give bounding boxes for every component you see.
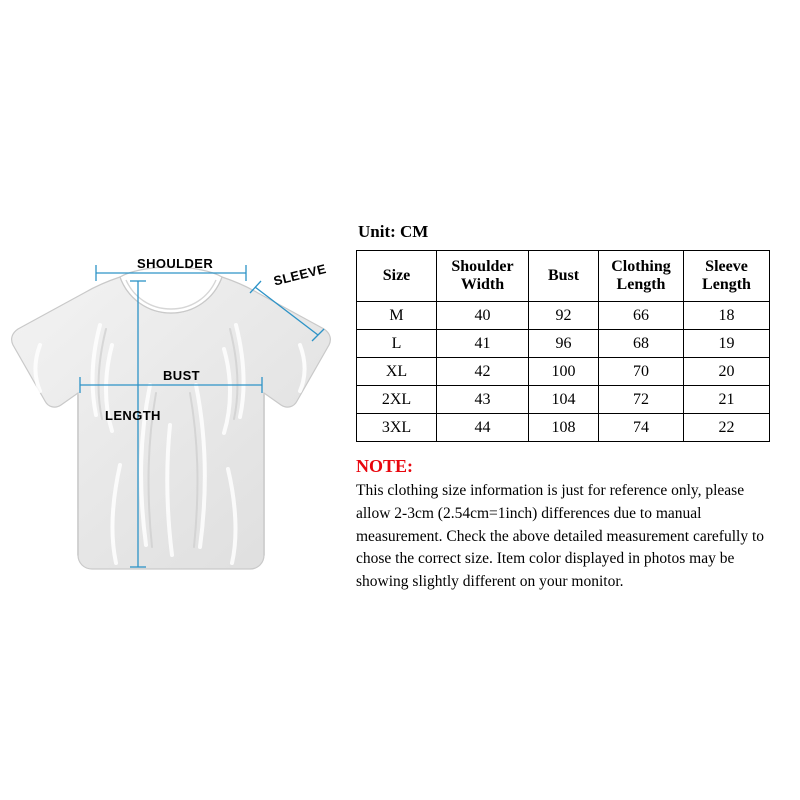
cell-shoulder: 41: [437, 330, 529, 358]
cell-sleeve-length: 19: [684, 330, 770, 358]
cell-shoulder: 44: [437, 414, 529, 442]
table-row: [357, 330, 770, 358]
cell-size: XL: [357, 358, 437, 386]
header-sleeve-line2: Length: [702, 276, 751, 293]
table-row: [357, 358, 770, 386]
size-chart-table: [356, 250, 770, 442]
table-row: [357, 414, 770, 442]
header-bust: [529, 251, 599, 302]
unit-title: Unit: CM: [358, 222, 429, 241]
header-clothing-line2: Length: [616, 276, 666, 293]
cell-clothing-length: 68: [599, 330, 684, 358]
cell-size: L: [357, 330, 437, 358]
header-clothing-length: [599, 251, 684, 302]
cell-shoulder: 42: [437, 358, 529, 386]
header-shoulder-line2: Width: [460, 276, 505, 293]
cell-bust: 104: [529, 386, 599, 414]
cell-bust: 100: [529, 358, 599, 386]
cell-size: 3XL: [357, 414, 437, 442]
cell-sleeve-length: 20: [684, 358, 770, 386]
table-row: [357, 386, 770, 414]
cell-clothing-length: 66: [599, 302, 684, 330]
cell-bust: 108: [529, 414, 599, 442]
cell-bust: 96: [529, 330, 599, 358]
cell-sleeve-length: 21: [684, 386, 770, 414]
note-text: This clothing size information is just for reference only, please allow 2-3cm (2.54cm=1inch) differences due to manual measurement. Check the above detailed measurement carefully to chose the correct size. Item color displayed in photos may be showing slightly different on your monitor.: [356, 482, 764, 591]
header-bust-line1: Bust: [547, 267, 580, 285]
size-info-panel: [356, 222, 776, 594]
table-row: [357, 302, 770, 330]
header-shoulder-line1: Shoulder: [451, 258, 514, 276]
header-size-line1: Size: [382, 267, 411, 285]
cell-shoulder: 43: [437, 386, 529, 414]
header-size: [357, 251, 437, 302]
cell-sleeve-length: 22: [684, 414, 770, 442]
cell-clothing-length: 74: [599, 414, 684, 442]
header-clothing-line1: Clothing: [611, 258, 671, 276]
tshirt-svg: [0, 225, 345, 625]
note-title: NOTE:: [356, 456, 414, 476]
header-sleeve-line1: Sleeve: [705, 258, 748, 276]
cell-clothing-length: 72: [599, 386, 684, 414]
header-shoulder-width: [437, 251, 529, 302]
label-sleeve: SLEEVE: [272, 261, 328, 289]
cell-size: 2XL: [357, 386, 437, 414]
cell-bust: 92: [529, 302, 599, 330]
label-shoulder: SHOULDER: [137, 256, 214, 271]
header-sleeve-length: [684, 251, 770, 302]
table-header-row: [357, 251, 770, 302]
cell-shoulder: 40: [437, 302, 529, 330]
tshirt-illustration: [0, 225, 345, 625]
label-length: LENGTH: [105, 408, 161, 423]
label-bust: BUST: [163, 368, 200, 383]
cell-clothing-length: 70: [599, 358, 684, 386]
cell-sleeve-length: 18: [684, 302, 770, 330]
cell-size: M: [357, 302, 437, 330]
note-block: [356, 456, 770, 594]
